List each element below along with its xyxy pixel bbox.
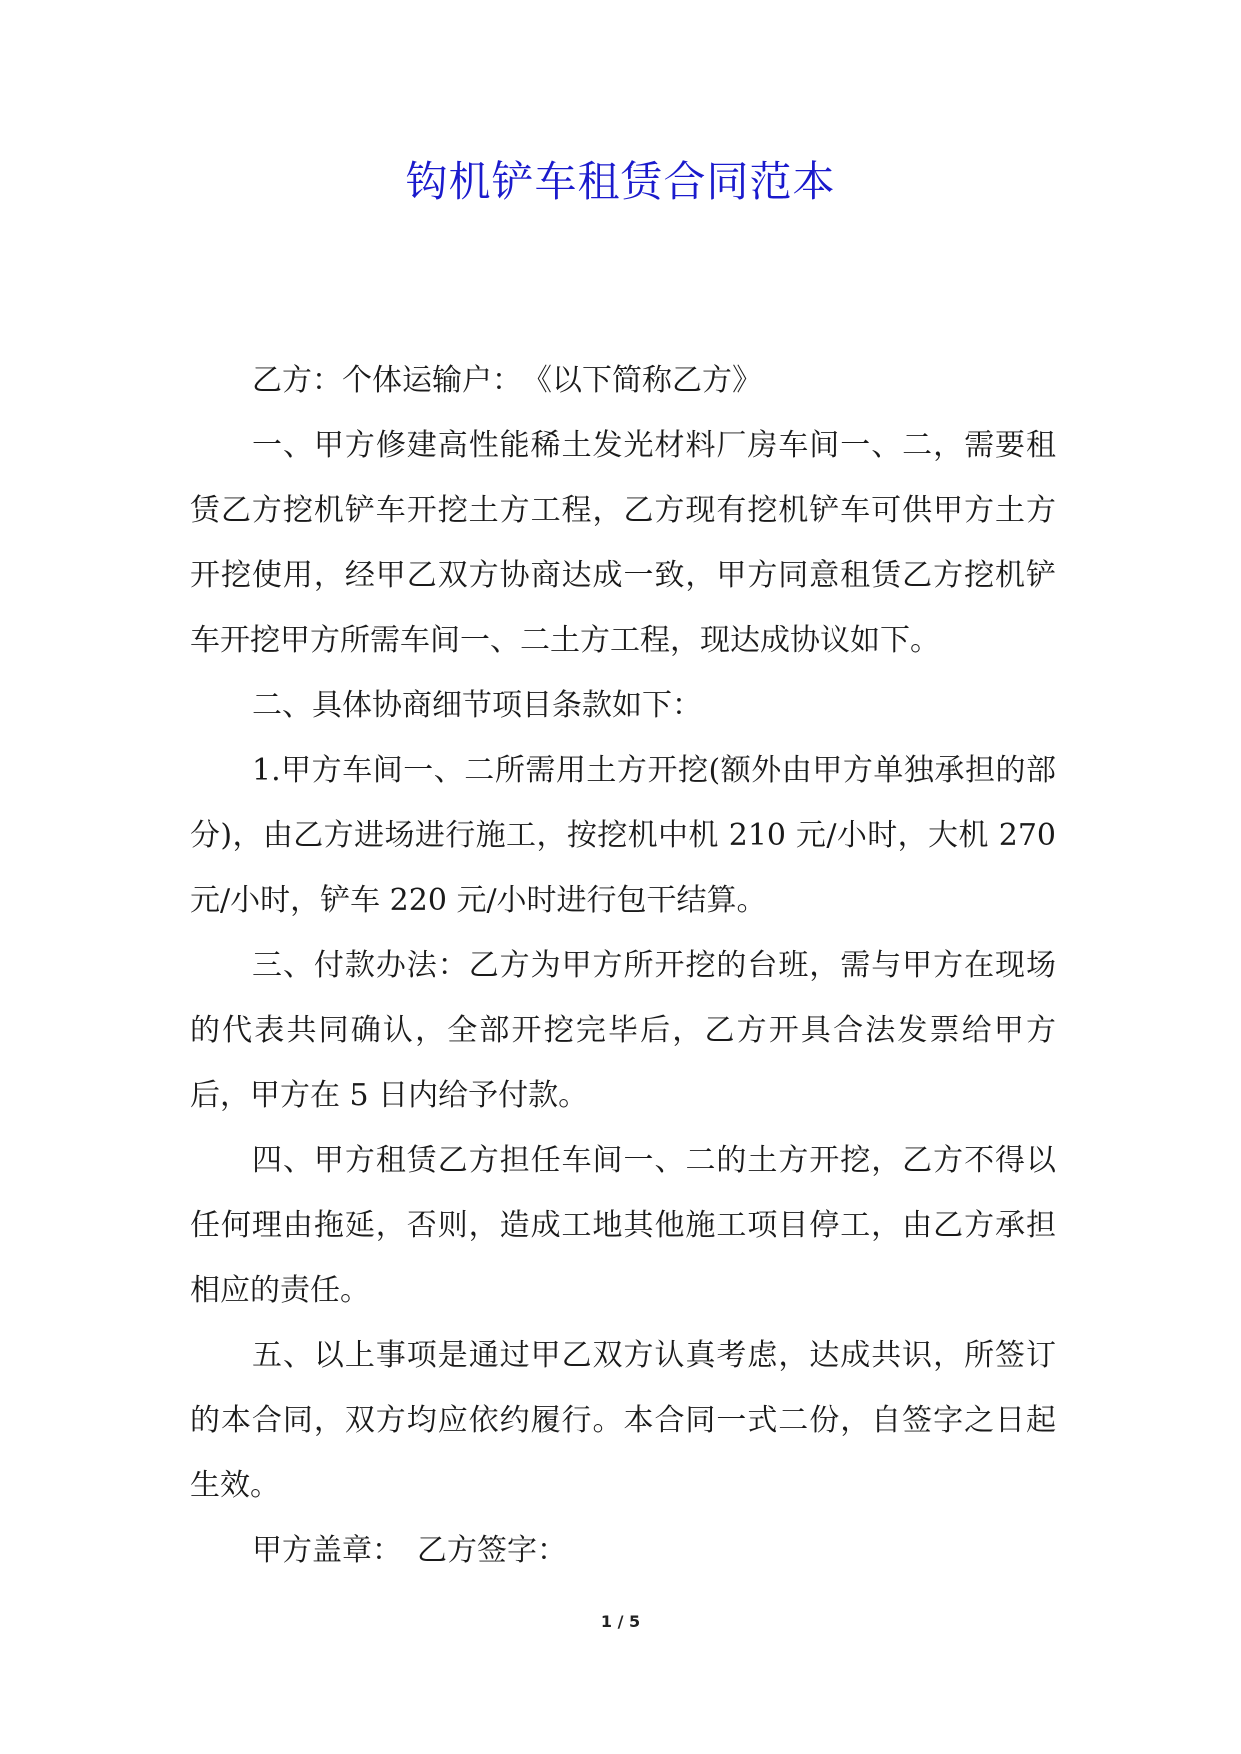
clause-three-payment: 三、付款办法：乙方为甲方所开挖的台班，需与甲方在现场的代表共同确认，全部开挖完毕后，乙方开具合法发票给甲方后，甲方在 5 日内给予付款。: [190, 948, 1056, 1113]
clause-five: 五、以上事项是通过甲乙双方认真考虑，达成共识，所签订的本合同，双方均应依约履行。本合同一式二份，自签字之日起生效。: [190, 1338, 1056, 1503]
document-body: [190, 348, 1056, 1583]
page-number: 1 / 5: [600, 1612, 641, 1631]
clause-two-heading: 二、具体协商细节项目条款如下：: [252, 688, 702, 723]
clause-four: 四、甲方租赁乙方担任车间一、二的土方开挖，乙方不得以任何理由拖延，否则，造成工地其他施工项目停工，由乙方承担相应的责任。: [190, 1143, 1056, 1308]
clause-one: 一、甲方修建高性能稀土发光材料厂房车间一、二，需要租赁乙方挖机铲车开挖土方工程，乙方现有挖机铲车可供甲方土方开挖使用，经甲乙双方协商达成一致，甲方同意租赁乙方挖机铲车开挖甲方所需车间一、二土方工程，现达成协议如下。: [190, 428, 1056, 658]
signature-line: 甲方盖章： 乙方签字：: [252, 1533, 567, 1568]
document-title: 钩机铲车租赁合同范本: [405, 157, 836, 206]
clause-two-item-1: 1.甲方车间一、二所需用土方开挖(额外由甲方单独承担的部分)，由乙方进场进行施工，按挖机中机 210 元/小时，大机 270 元/小时，铲车 220 元/小时进行包干结算。: [190, 753, 1056, 918]
party-b-line: 乙方：个体运输户： 《以下简称乙方》: [252, 363, 762, 398]
